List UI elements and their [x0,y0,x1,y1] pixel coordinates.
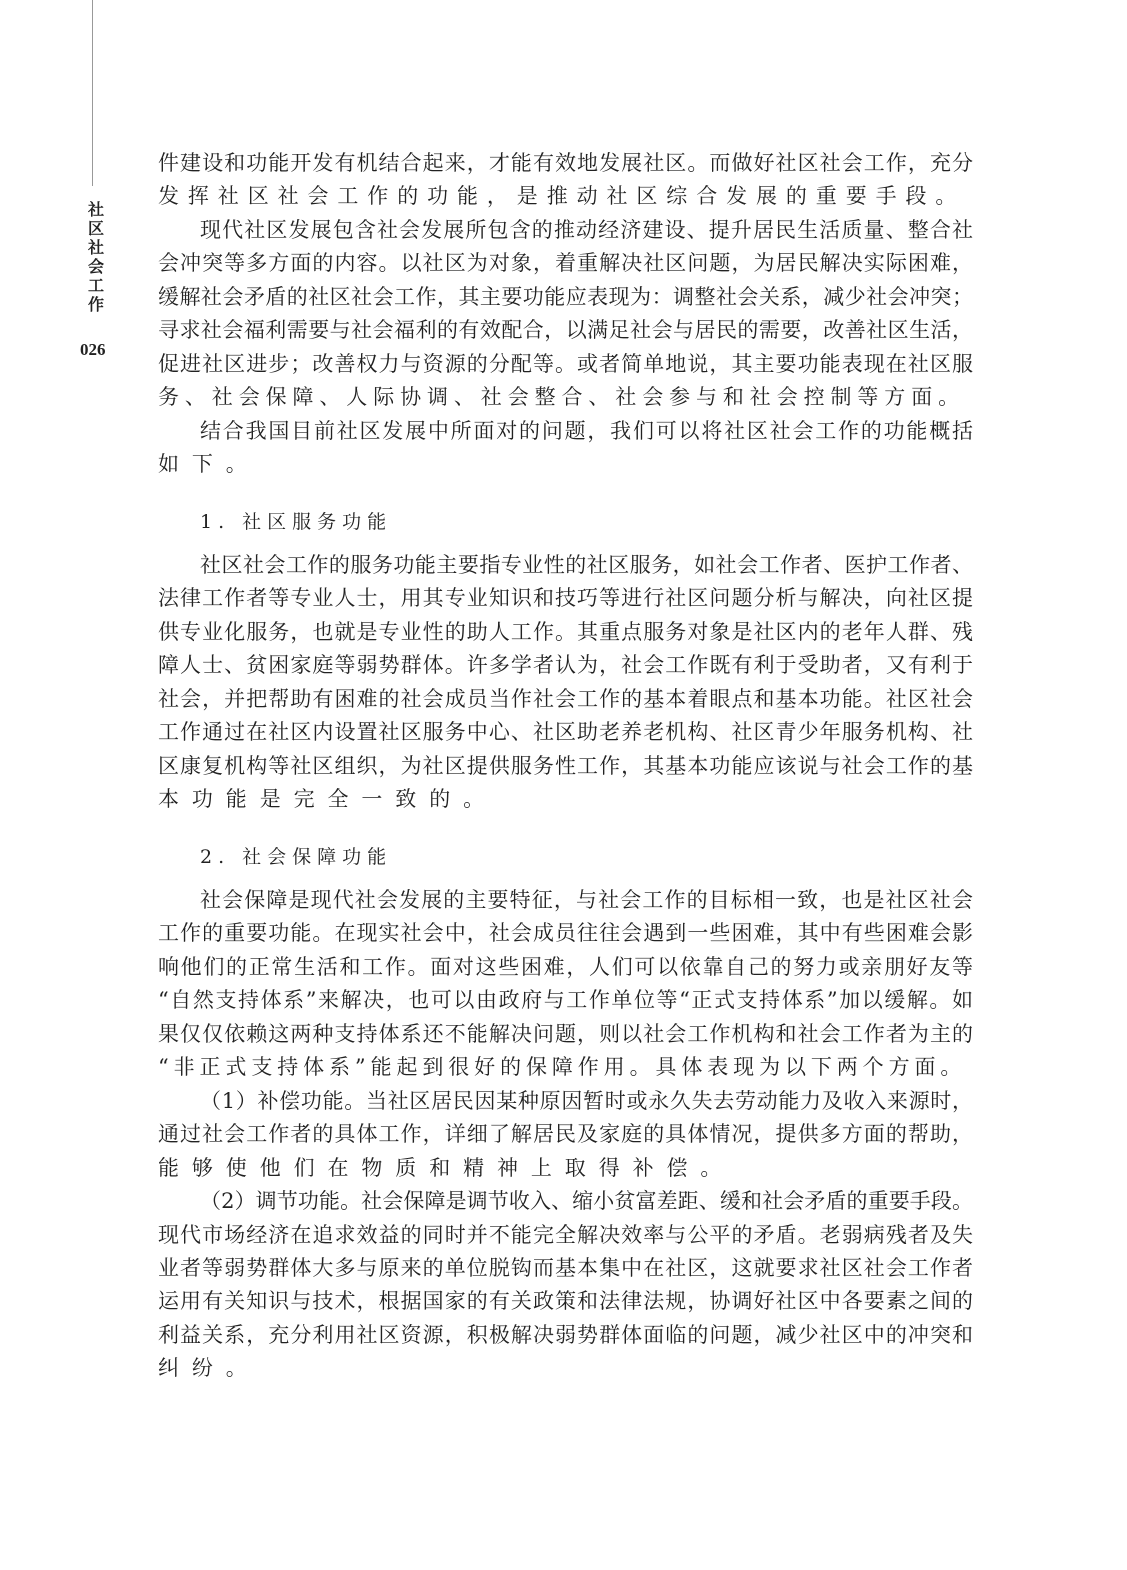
text-line: 纠纷。 [158,1356,260,1381]
text-line: （2）调节功能。社会保障是调节收入、缩小贫富差距、缓和社会矛盾的重要手段。 [200,1189,973,1214]
text-line: 工作的重要功能。在现实社会中，社会成员往往会遇到一些困难，其中有些困难会影 [158,921,973,946]
text-line: 社会，并把帮助有困难的社会成员当作社会工作的基本着眼点和基本功能。社区社会 [158,686,973,711]
text-line: 会冲突等多方面的内容。以社区为对象，着重解决社区问题，为居民解决实际困难， [158,251,973,276]
section-heading-community-service: 1. 社区服务功能 [200,511,393,533]
text-line: 结合我国目前社区发展中所面对的问题，我们可以将社区社会工作的功能概括 [200,418,973,443]
text-line: 缓解社会矛盾的社区社会工作，其主要功能应表现为：调整社会关系，减少社会冲突； [158,284,973,309]
text-block-intro [158,147,973,482]
text-line: 障人士、贫困家庭等弱势群体。许多学者认为，社会工作既有利于受助者，又有利于 [158,653,973,678]
text-line: 业者等弱势群体大多与原来的单位脱钩而基本集中在社区，这就要求社区社会工作者 [158,1255,973,1280]
text-line: 本功能是完全一致的。 [158,787,497,812]
text-line: 果仅仅依赖这两种支持体系还不能解决问题，则以社会工作机构和社会工作者为主的 [158,1021,973,1046]
paragraph [158,214,973,415]
paragraph [158,1085,973,1185]
text-line: 现代社区发展包含社会发展所包含的推动经济建设、提升居民生活质量、整合社 [200,217,973,242]
text-line: 通过社会工作者的具体工作，详细了解居民及家庭的具体情况，提供多方面的帮助， [158,1122,973,1147]
text-line: 如下。 [158,452,260,477]
text-line: 社会保障是现代社会发展的主要特征，与社会工作的目标相一致，也是社区社会 [200,888,973,912]
paragraph [158,884,973,1085]
text-line: 现代市场经济在追求效益的同时并不能完全解决效率与公平的矛盾。老弱病残者及失 [158,1222,973,1247]
text-line: 运用有关知识与技术，根据国家的有关政策和法律法规，协调好社区中各要素之间的 [158,1289,973,1314]
text-line: 务、社会保障、人际协调、社会整合、社会参与和社会控制等方面。 [158,385,965,410]
paragraph [158,415,973,482]
text-line: 利益关系，充分利用社区资源，积极解决弱势群体面临的问题，减少社区中的冲突和 [158,1322,973,1347]
running-title: 社区社会工作 [87,200,104,314]
text-line: 社区社会工作的服务功能主要指专业性的社区服务，如社会工作者、医护工作者、 [200,553,973,577]
paragraph [158,147,973,214]
text-line: 工作通过在社区内设置社区服务中心、社区助老养老机构、社区青少年服务机构、社 [158,720,973,745]
text-block-social-security [158,884,973,1386]
text-block-community-service [158,549,973,817]
text-line: 促进社区进步；改善权力与资源的分配等。或者简单地说，其主要功能表现在社区服 [158,351,973,376]
text-line: “非正式支持体系”能起到很好的保障作用。具体表现为以下两个方面。 [158,1055,967,1080]
text-line: “自然支持体系”来解决，也可以由政府与工作单位等“正式支持体系”加以缓解。如 [158,988,973,1013]
text-line: 区康复机构等社区组织，为社区提供服务性工作，其基本功能应该说与社会工作的基 [158,753,973,778]
section-heading-social-security: 2. 社会保障功能 [200,846,393,868]
text-line: 法律工作者等专业人士，用其专业知识和技巧等进行社区问题分析与解决，向社区提 [158,586,973,611]
text-line: 件建设和功能开发有机结合起来，才能有效地发展社区。而做好社区社会工作，充分 [158,151,973,175]
text-line: 寻求社会福利需要与社会福利的有效配合，以满足社会与居民的需要，改善社区生活， [158,318,973,343]
margin-rule [92,0,93,186]
text-line: （1）补偿功能。当社区居民因某种原因暂时或永久失去劳动能力及收入来源时， [200,1088,973,1113]
page-number: 026 [80,340,106,359]
text-line: 能够使他们在物质和精神上取得补偿。 [158,1155,735,1180]
paragraph [158,1185,973,1386]
text-line: 供专业化服务，也就是专业性的助人工作。其重点服务对象是社区内的老年人群、残 [158,619,973,644]
text-line: 发挥社区社会工作的功能，是推动社区综合发展的重要手段。 [158,184,966,209]
text-line: 响他们的正常生活和工作。面对这些困难，人们可以依靠自己的努力或亲朋好友等 [158,954,973,979]
paragraph [158,549,973,817]
